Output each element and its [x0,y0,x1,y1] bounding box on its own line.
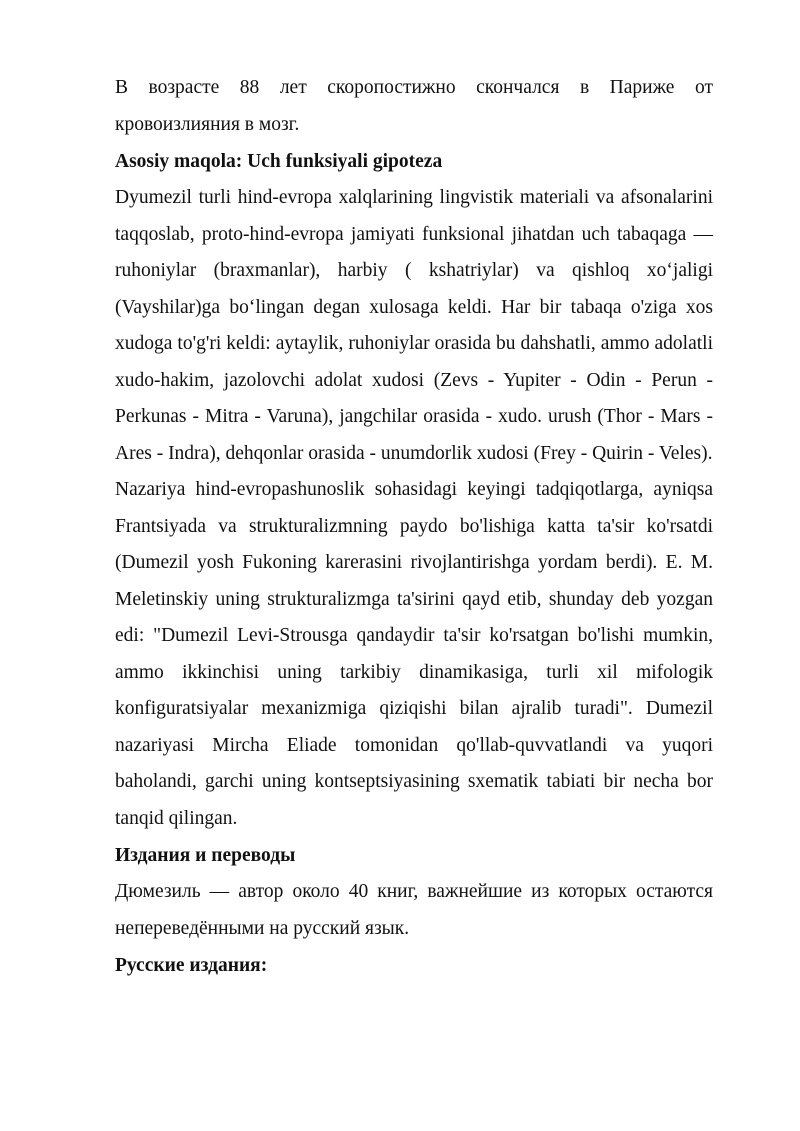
heading-main-article: Asosiy maqola: Uch funksiyali gipoteza [115,151,443,172]
heading-russian-editions: Русские издания: [115,955,268,976]
paragraph-influence: Nazariya hind-evropashunoslik sohasidagi keyingi tadqiqotlarga, ayniqsa Frantsiyada va strukturalizmning paydo bo'lishiga katta ta'sir ko'rsatdi (Dumezil yosh Fukoning karerasini rivojlantirishga yordam berdi). E. M. Meletinskiy uning strukturalizmga ta'sirini qayd etib, shunday deb yozgan edi: "Dumezil Levi-Strousga qandaydir ta'sir ko'rsatgan bo'lishi mumkin, ammo ikkinchisi uning tarkibiy dinamikasiga, turli xil mifologik konfiguratsiyalar mexanizmiga qiziqishi bilan ajralib turadi". Dumezil nazariyasi Mircha Eliade tomonidan qo'llab-quvvatlandi va yuqori baholandi, garchi uning kontseptsiyasining sxematik tabiati bir necha bor tanqid qilingan. [115,479,713,829]
heading-editions: Издания и переводы [115,845,296,866]
paragraph-death: В возрасте 88 лет скоропостижно скончался в Париже от кровоизлияния в мозг. [115,77,713,135]
document-page [115,70,713,984]
paragraph-books: Дюмезиль — автор около 40 книг, важнейшие из которых остаются непереведёнными на русский язык. [115,881,713,939]
paragraph-hypothesis: Dyumezil turli hind-evropa xalqlarining lingvistik materiali va afsonalarini taqqoslab, proto-hind-evropa jamiyati funksional jihatdan uch tabaqaga — ruhoniylar (braxmanlar), harbiy ( kshatriylar) va qishloq xo‘jaligi (Vayshilar)ga bo‘lingan degan xulosaga keldi. Har bir tabaqa o'ziga xos xudoga to'g'ri keldi: aytaylik, ruhoniylar orasida bu dahshatli, ammo adolatli xudo-hakim, jazolovchi adolat xudosi (Zevs - Yupiter - Odin - Perun - Perkunas - Mitra - Varuna), jangchilar orasida - xudo. urush (Thor - Mars - Ares - Indra), dehqonlar orasida - unumdorlik xudosi (Frey - Quirin - Veles). [115,187,713,464]
